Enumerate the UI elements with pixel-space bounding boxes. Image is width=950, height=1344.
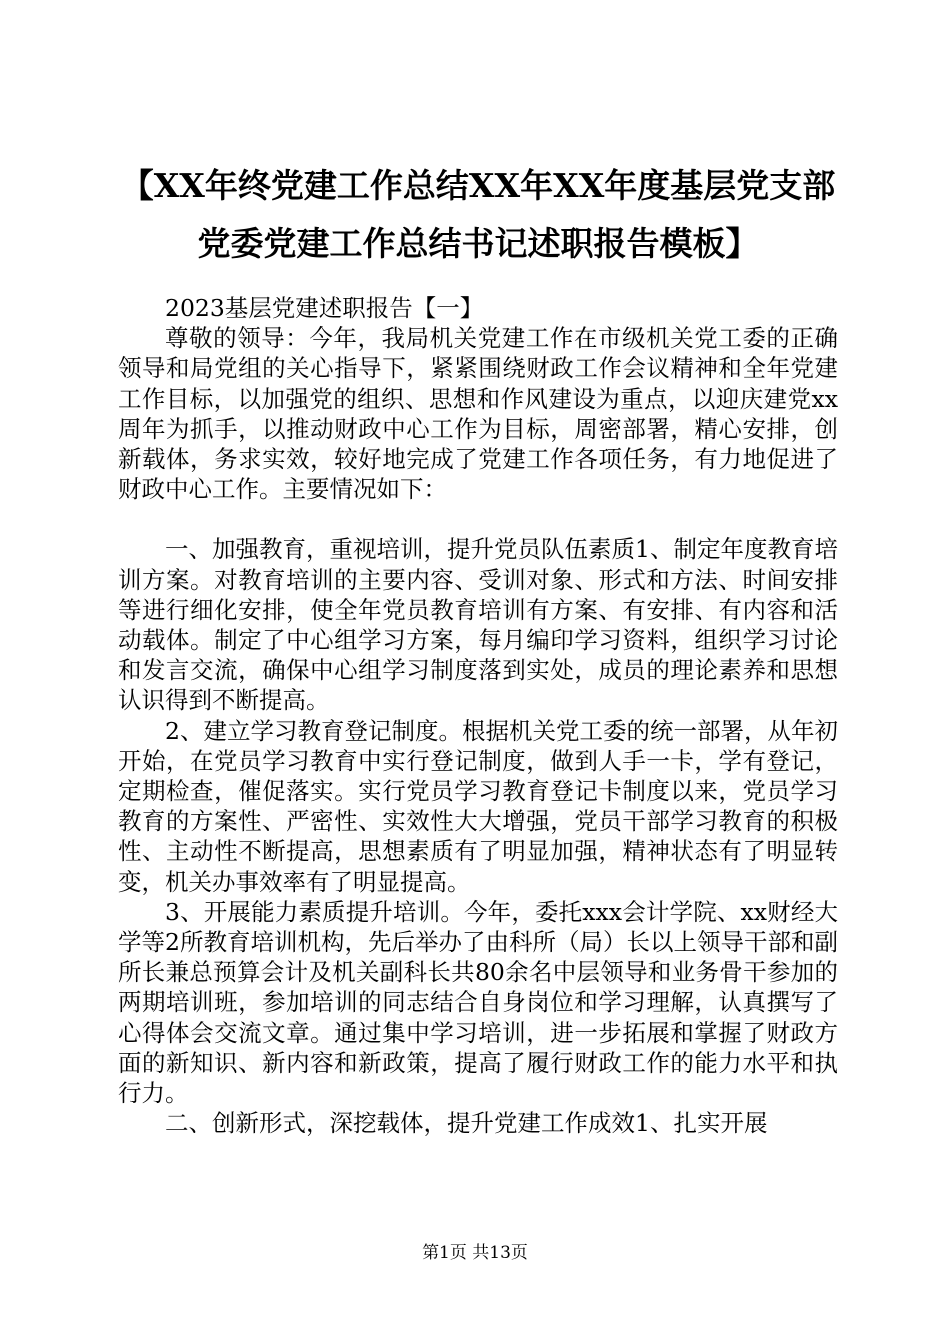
paragraph-registration: 2、建立学习教育登记制度。根据机关党工委的统一部署，从年初开始，在党员学习教育中实行登记制度，做到人手一卡，学有登记，定期检查，催促落实。实行党员学习教育登记卡制度以来，党员学习教育的方案性、严密性、实效性大大增强，党员干部学习教育的积极性、主动性不断提高，思想素质有了明显加强，精神状态有了明显转变，机关办事效率有了明显提高。 xyxy=(118,716,838,896)
paragraph-intro: 尊敬的领导：今年，我局机关党建工作在市级机关党工委的正确领导和局党组的关心指导下，紧紧围绕财政工作会议精神和全年党建工作目标，以加强党的组织、思想和作风建设为重点，以迎庆建党xx周年为抓手，以推动财政中心工作为目标，周密部署，精心安排，创新载体，务求实效，较好地完成了党建工作各项任务，有力地促进了财政中心工作。主要情况如下： xyxy=(118,324,838,504)
page-number-footer: 第1页 共13页 xyxy=(422,1243,528,1263)
document-body xyxy=(118,293,838,1138)
document-title: 【XX年终党建工作总结XX年XX年度基层党支部党委党建工作总结书记述职报告模板】 xyxy=(120,166,836,263)
section-heading: 2023基层党建述职报告【一】 xyxy=(165,294,484,322)
paragraph-training: 3、开展能力素质提升培训。今年，委托xxx会计学院、xx财经大学等2所教育培训机构，先后举办了由科所（局）长以上领导干部和副所长兼总预算会计及机关副科长共80余名中层领导和业务骨干参加的两期培训班，参加培训的同志结合自身岗位和学习理解，认真撰写了心得体会交流文章。通过集中学习培训，进一步拓展和掌握了财政方面的新知识、新内容和新政策，提高了履行财政工作的能力水平和执行力。 xyxy=(118,897,838,1108)
paragraph-education: 一、加强教育，重视培训，提升党员队伍素质1、制定年度教育培训方案。对教育培训的主要内容、受训对象、形式和方法、时间安排等进行细化安排，使全年党员教育培训有方案、有安排、有内容和活动载体。制定了中心组学习方案，每月编印学习资料，组织学习讨论和发言交流，确保中心组学习制度落到实处，成员的理论素养和思想认识得到不断提高。 xyxy=(118,535,838,715)
paragraph-innovation: 二、创新形式，深挖载体，提升党建工作成效1、扎实开展 xyxy=(165,1109,768,1138)
